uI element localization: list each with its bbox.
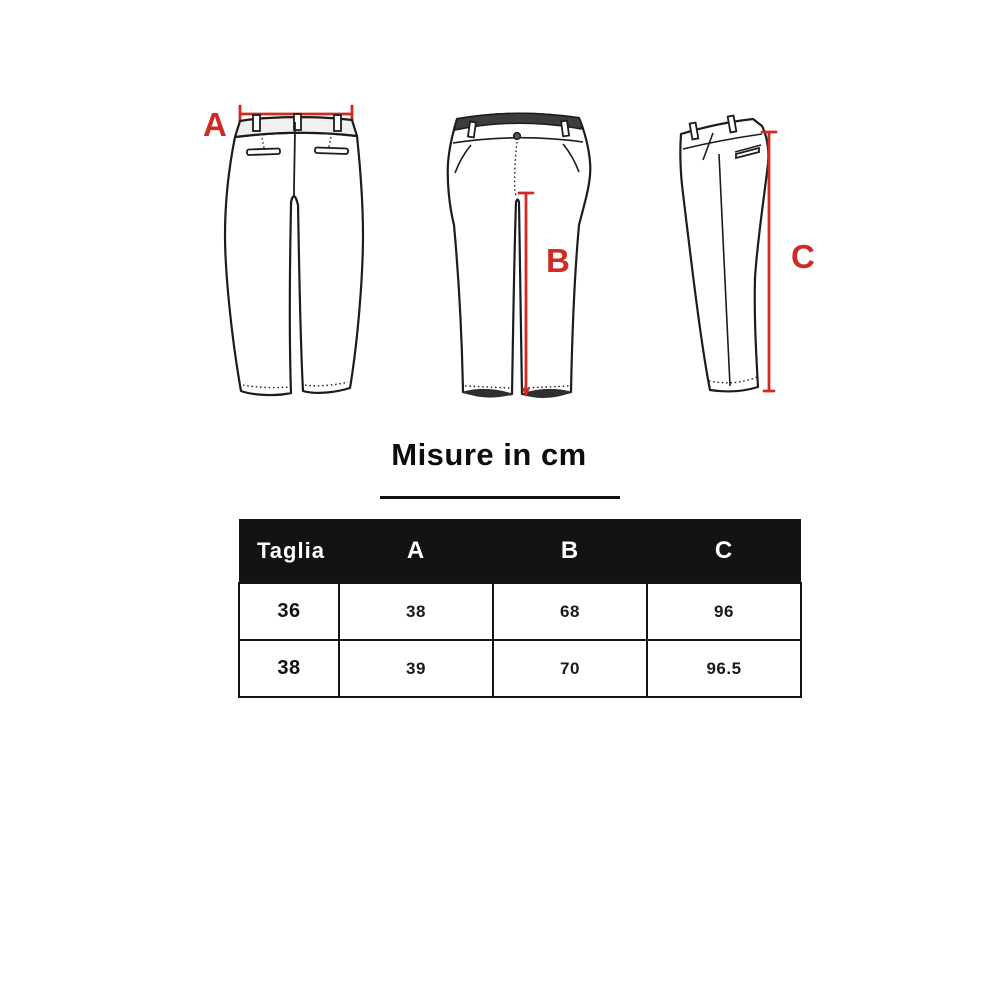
header-cell-taglia: Taglia [239,519,339,583]
header-cell-c: C [647,519,801,583]
table-row-size-38 [239,640,801,697]
header-cell-b: B [493,519,647,583]
cell-c: 96.5 [647,640,801,697]
size-table-body [239,583,801,697]
measure-label-b: B [546,242,570,279]
back-pocket-welt [315,147,348,154]
cell-b: 68 [493,583,647,640]
cell-a: 39 [339,640,493,697]
belt-loop [561,121,569,137]
cell-taglia: 36 [239,583,339,640]
size-table [238,519,802,698]
page-title: Misure in cm [391,437,587,472]
size-table-header [239,519,801,583]
belt-loop [334,115,341,131]
pants-front-view-drawing [445,105,615,425]
cell-taglia: 38 [239,640,339,697]
cell-a: 38 [339,583,493,640]
cell-b: 70 [493,640,647,697]
measure-label-c: C [791,238,815,275]
pants-back-body [225,114,363,395]
title-underline [380,496,620,499]
belt-loop [468,122,476,138]
pants-side-body [680,116,768,392]
measure-label-a: A [203,106,227,143]
header-cell-a: A [339,519,493,583]
center-back-seam [294,122,295,195]
waist-button [514,133,521,140]
belt-loop [253,115,260,131]
measure-c [762,132,815,391]
pants-side-view-drawing [665,110,815,410]
table-row-size-36 [239,583,801,640]
cell-c: 96 [647,583,801,640]
pants-back-view-drawing [195,95,385,420]
header-row [239,519,801,583]
back-pocket-welt [247,148,280,155]
